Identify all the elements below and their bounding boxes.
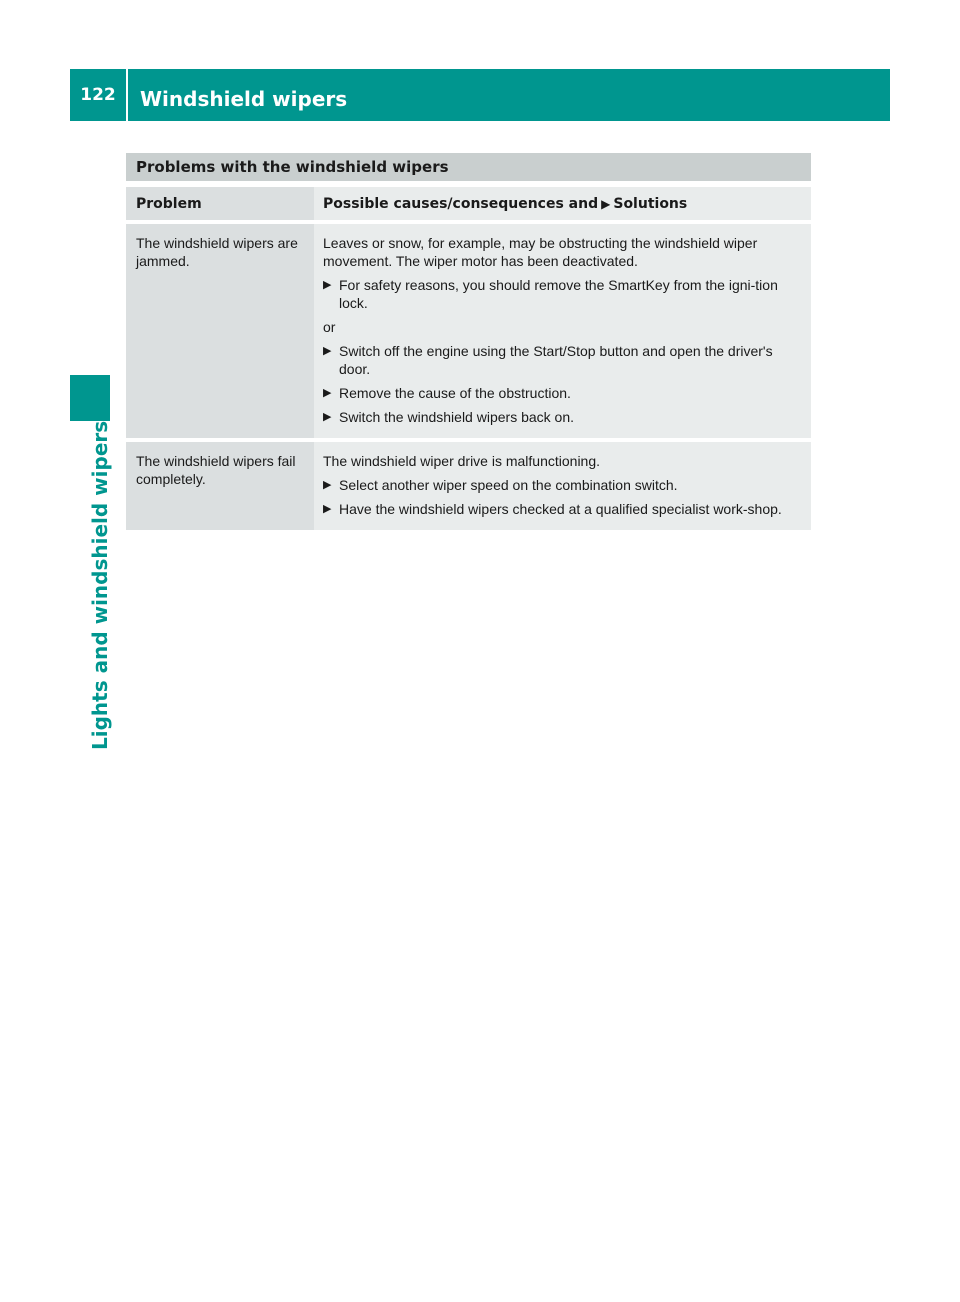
chapter-title: Windshield wipers [140,87,348,111]
column-header-solution-prefix: Possible causes/consequences and [323,196,599,212]
side-chapter-label: Lights and windshield wipers [88,420,112,750]
step-text: Have the windshield wipers checked at a qualified specialist work-shop. [339,501,782,517]
table-title: Problems with the windshield wipers [126,153,811,181]
step-text: Select another wiper speed on the combination switch. [339,477,678,493]
step-item [323,384,803,402]
or-text: or [323,319,336,335]
step-item [323,500,803,518]
table-header-row [126,187,811,220]
solution-cell [314,224,811,438]
table-row [126,224,811,438]
table-row [126,442,811,530]
step-item [323,342,803,378]
arrow-right-icon: ▶ [323,479,332,491]
step-text: Remove the cause of the obstruction. [339,385,571,401]
step-text: Switch the windshield wipers back on. [339,409,575,425]
problem-cell: The windshield wipers fail completely. [126,442,314,530]
arrow-right-icon: ▶ [323,411,332,423]
column-header-solution [314,187,811,220]
step-item [323,276,803,312]
step-item [323,476,803,494]
arrow-right-icon: ▶ [323,387,332,399]
arrow-right-icon: ▶ [601,197,611,211]
step-text: Switch off the engine using the Start/Stop button and open the driver's door. [339,343,773,377]
cause-text: The windshield wiper drive is malfunctioning. [323,453,601,469]
arrow-right-icon: ▶ [323,279,332,291]
step-item [323,408,803,426]
page-number: 122 [80,85,116,105]
problem-cell: The windshield wipers are jammed. [126,224,314,438]
step-text: For safety reasons, you should remove the SmartKey from the igni-tion lock. [339,277,778,311]
arrow-right-icon: ▶ [323,345,332,357]
side-tab-marker [70,375,110,421]
column-header-problem: Problem [126,187,314,220]
column-header-solution-suffix: Solutions [613,196,688,212]
header-divider [126,69,128,121]
problems-table [126,153,811,534]
solution-cell [314,442,811,530]
arrow-right-icon: ▶ [323,503,332,515]
cause-text: Leaves or snow, for example, may be obstructing the windshield wiper movement. The wiper motor has been deactivated. [323,235,758,269]
page-header [70,69,890,121]
